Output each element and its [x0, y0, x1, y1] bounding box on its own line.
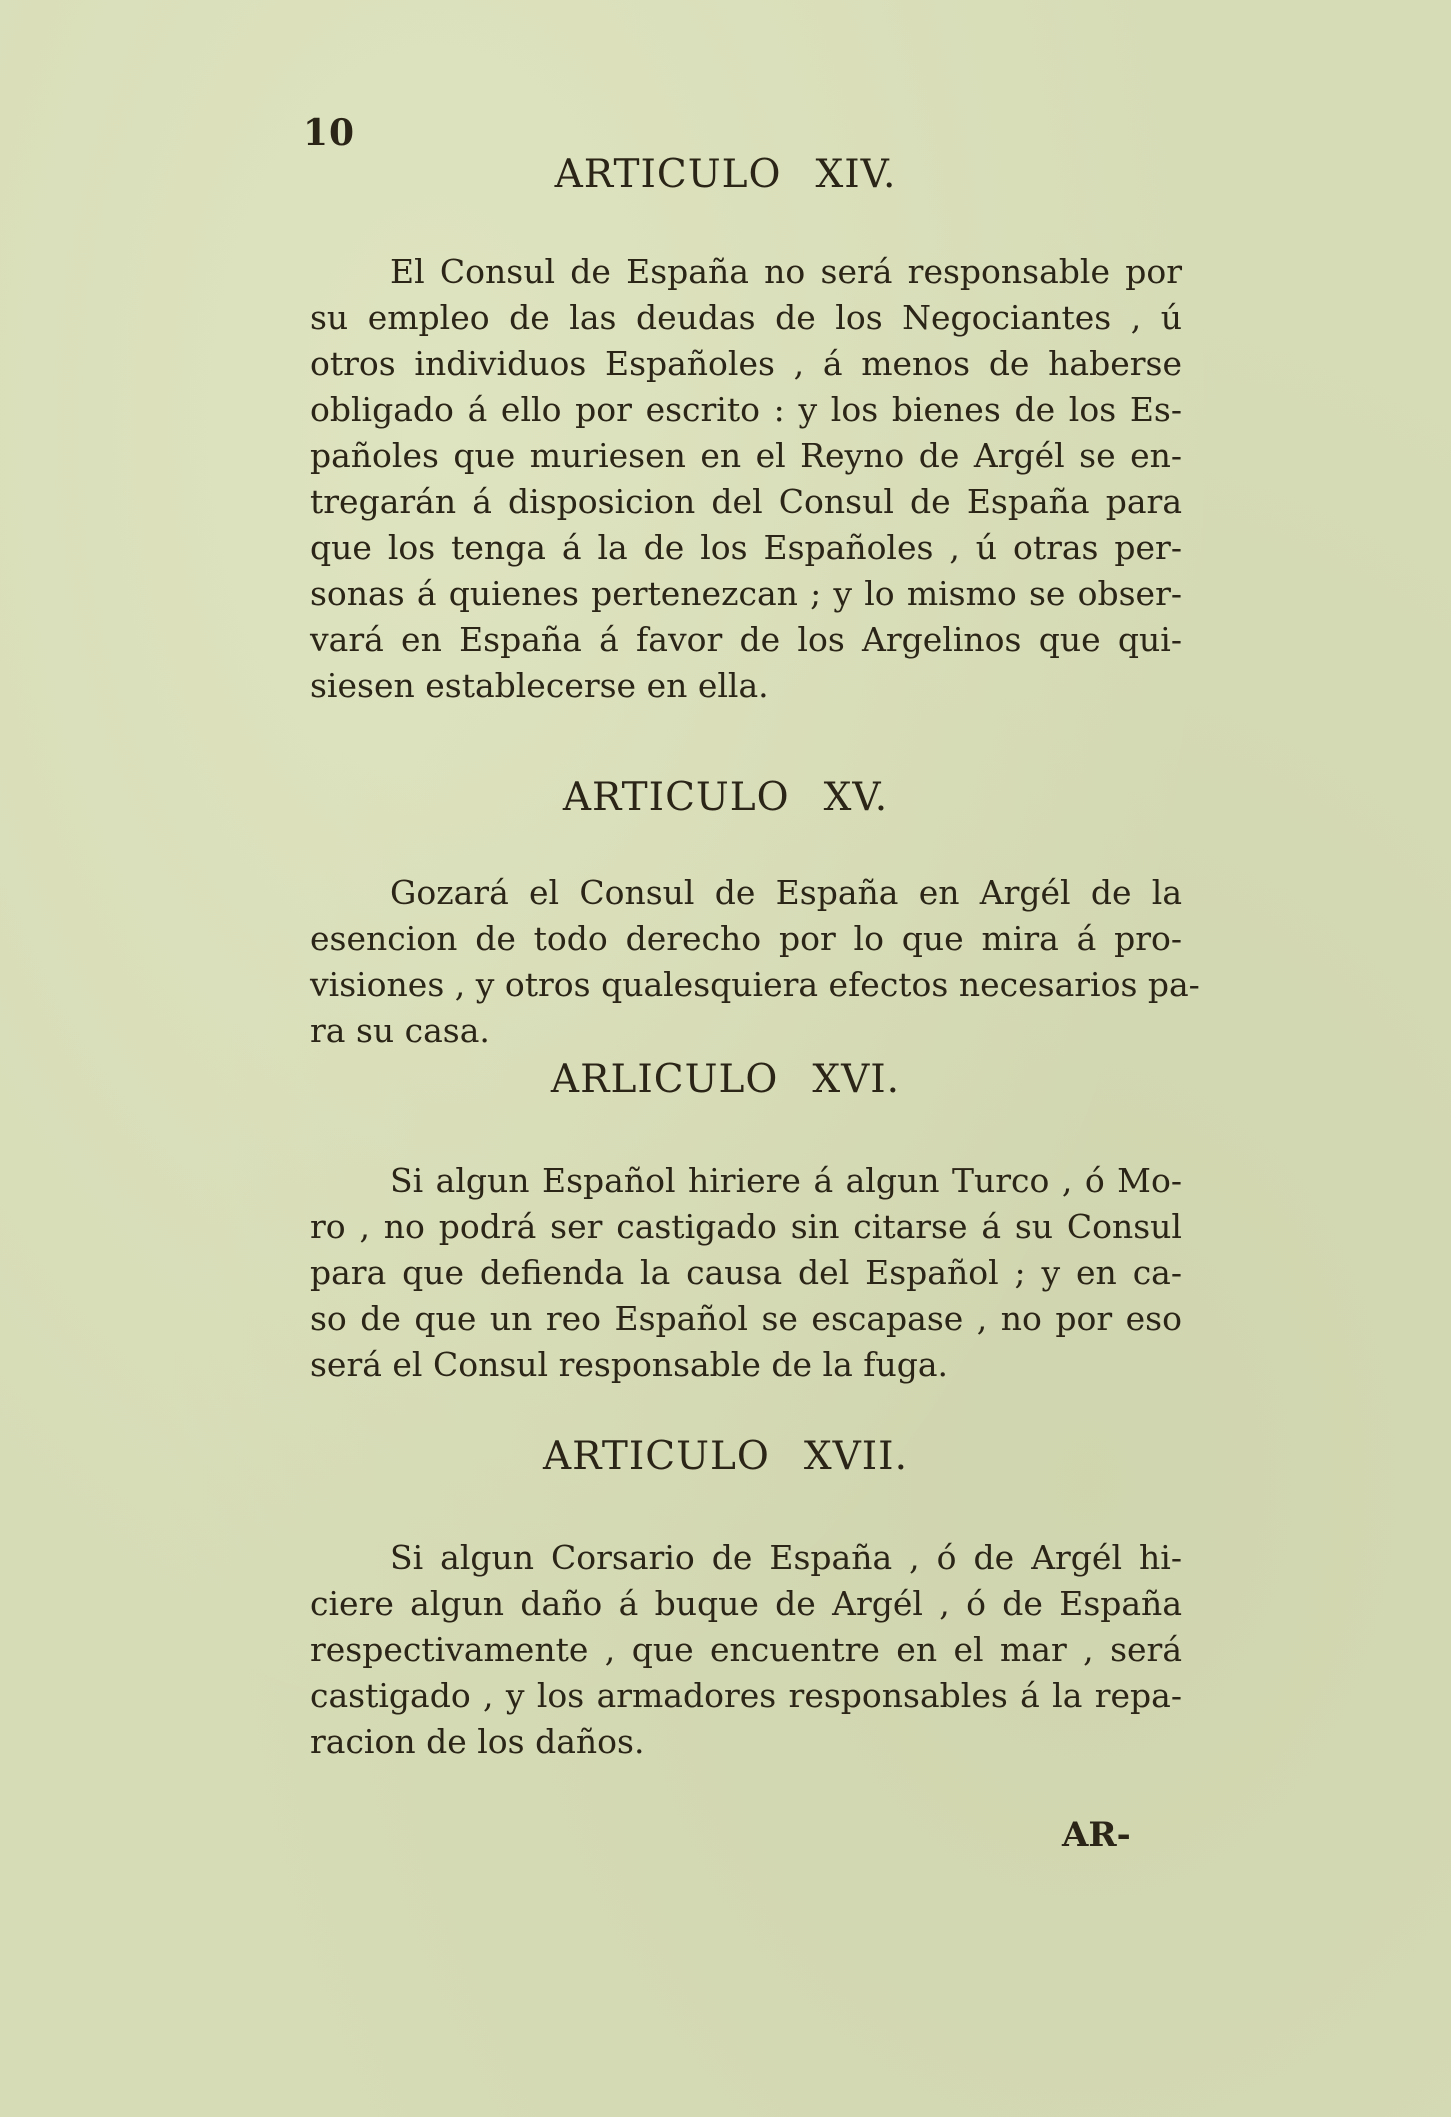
- article-heading-number: XVI.: [812, 1057, 901, 1102]
- text-line: ciere algun daño á buque de Argél , ó de España: [310, 1584, 1182, 1623]
- text-line: ro , no podrá ser castigado sin citarse á su Consul: [310, 1207, 1182, 1246]
- text-line: sonas á quienes pertenezcan ; y lo mismo se obser-: [310, 574, 1182, 613]
- text-line: pañoles que muriesen en el Reyno de Argél se en-: [310, 436, 1182, 475]
- text-line: su empleo de las deudas de los Negociantes , ú: [310, 298, 1182, 337]
- article-heading-word: ARLICULO: [550, 1057, 779, 1102]
- text-line: Gozará el Consul de España en Argél de la: [390, 873, 1182, 912]
- text-line: esencion de todo derecho por lo que mira á pro-: [310, 919, 1182, 958]
- text-line: ra su casa.: [310, 1011, 490, 1050]
- article-body-xv: [310, 870, 1200, 1054]
- page-number: 10: [303, 112, 356, 154]
- text-line: Si algun Español hiriere á algun Turco , ó Mo-: [390, 1161, 1182, 1200]
- text-line: tregarán á disposicion del Consul de España para: [310, 482, 1182, 521]
- text-line: que los tenga á la de los Españoles , ú otras per-: [310, 528, 1182, 567]
- text-line: siesen establecerse en ella.: [310, 666, 769, 705]
- article-heading-xv: [0, 775, 1451, 820]
- article-heading-word: ARTICULO: [554, 152, 782, 197]
- text-line: otros individuos Españoles , á menos de haberse: [310, 344, 1182, 383]
- article-heading-number: XV.: [823, 775, 889, 820]
- text-line: respectivamente , que encuentre en el mar , será: [310, 1630, 1182, 1669]
- article-body-xvi: [310, 1158, 1182, 1388]
- article-heading-xvii: [0, 1434, 1451, 1479]
- text-line: so de que un reo Español se escapase , no por eso: [310, 1299, 1182, 1338]
- text-line: castigado , y los armadores responsables á la repa-: [310, 1676, 1182, 1715]
- article-heading-word: ARTICULO: [562, 775, 790, 820]
- text-line: obligado á ello por escrito : y los bienes de los Es-: [310, 390, 1182, 429]
- article-body-xvii: [310, 1535, 1182, 1765]
- article-body-xiv: [310, 249, 1182, 709]
- text-line: será el Consul responsable de la fuga.: [310, 1345, 948, 1384]
- text-line: Si algun Corsario de España , ó de Argél hi-: [390, 1538, 1182, 1577]
- text-line: racion de los daños.: [310, 1722, 645, 1761]
- article-heading-number: XVII.: [803, 1434, 908, 1479]
- text-line: vará en España á favor de los Argelinos que qui-: [310, 620, 1182, 659]
- text-line: para que defienda la causa del Español ; y en ca-: [310, 1253, 1182, 1292]
- text-line: El Consul de España no será responsable por: [390, 252, 1182, 291]
- article-heading-number: XIV.: [815, 152, 897, 197]
- text-line: visiones , y otros qualesquiera efectos necesarios pa-: [310, 965, 1200, 1004]
- article-heading-xvi: [0, 1057, 1451, 1102]
- article-heading-xiv: [0, 152, 1451, 197]
- catchword: AR-: [1062, 1815, 1131, 1855]
- article-heading-word: ARTICULO: [543, 1434, 770, 1479]
